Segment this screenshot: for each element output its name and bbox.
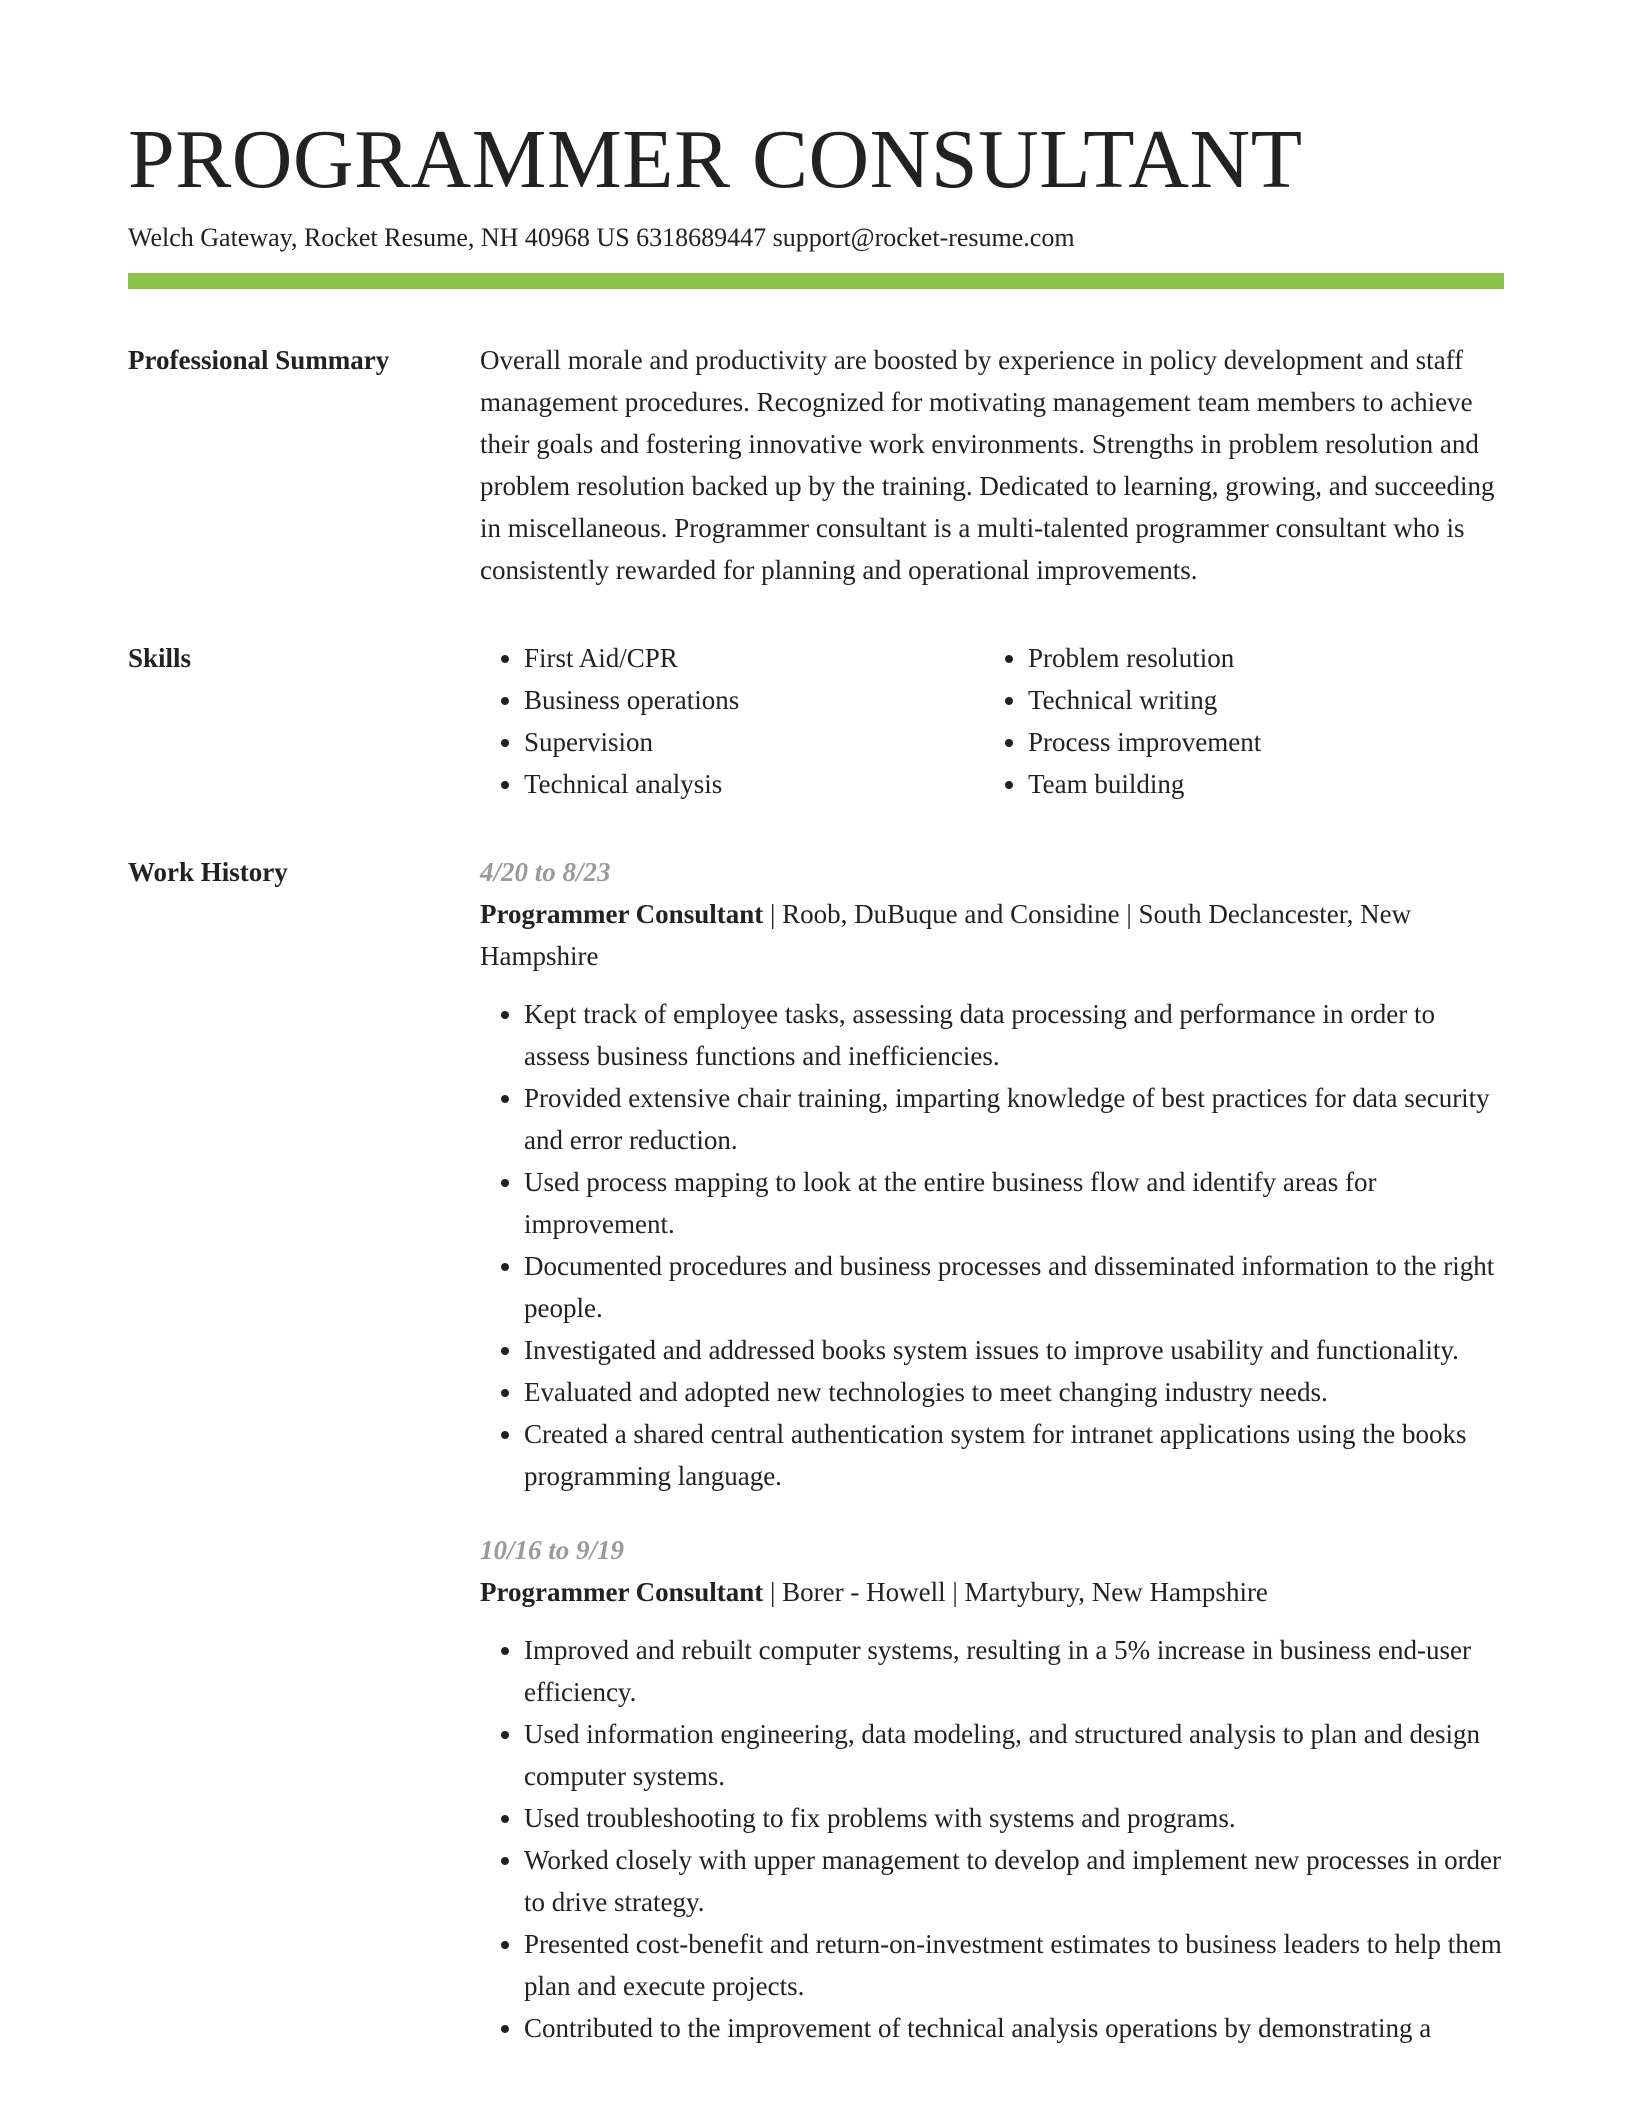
candidate-name: PROGRAMMER CONSULTANT: [128, 113, 1303, 206]
job-bullets: [480, 993, 1504, 1497]
skill-item: • Business operations: [524, 679, 984, 721]
job-bullet: • Improved and rebuilt computer systems, resulting in a 5% increase in business end-user efficiency.: [524, 1629, 1504, 1713]
skill-item: • First Aid/CPR: [524, 637, 984, 679]
job-company: Roob, DuBuque and Considine: [782, 899, 1120, 930]
contact-info: Welch Gateway, Rocket Resume, NH 40968 US 6318689447 support@rocket-resume.com: [128, 223, 1075, 252]
skill-item: • Team building: [1028, 763, 1488, 805]
skill-item: • Technical analysis: [524, 763, 984, 805]
job-heading: [480, 1571, 1504, 1613]
job-bullet: • Used troubleshooting to fix problems with systems and programs.: [524, 1797, 1504, 1839]
job-bullet: • Investigated and addressed books system issues to improve usability and functionality.: [524, 1329, 1504, 1371]
summary-section: [128, 339, 1504, 591]
skill-item: • Problem resolution: [1028, 637, 1488, 679]
job-bullet: • Used information engineering, data modeling, and structured analysis to plan and design computer systems.: [524, 1713, 1504, 1797]
job-location: Martybury, New Hampshire: [964, 1577, 1268, 1608]
job-title: Programmer Consultant: [480, 1577, 764, 1608]
job-bullet: • Presented cost-benefit and return-on-investment estimates to business leaders to help them plan and execute projects.: [524, 1923, 1504, 2007]
work-history-heading: Work History: [128, 857, 288, 888]
job-separator: |: [763, 899, 783, 930]
summary-heading: Professional Summary: [128, 345, 390, 376]
job-entry: [480, 851, 1504, 1497]
job-bullet: • Used process mapping to look at the entire business flow and identify areas for improvement.: [524, 1161, 1504, 1245]
job-bullet: • Evaluated and adopted new technologies to meet changing industry needs.: [524, 1371, 1504, 1413]
resume-page: [128, 0, 1504, 2049]
skills-list-right: [984, 637, 1488, 805]
job-heading: [480, 893, 1504, 977]
skill-item: • Process improvement: [1028, 721, 1488, 763]
job-dates: 4/20 to 8/23: [480, 857, 611, 888]
job-bullet: • Worked closely with upper management to develop and implement new processes in order to drive strategy.: [524, 1839, 1504, 1923]
job-bullet: • Created a shared central authentication system for intranet applications using the books programming language.: [524, 1413, 1504, 1497]
skills-list-left: [480, 637, 984, 805]
job-bullet: • Contributed to the improvement of technical analysis operations by demonstrating a: [524, 2007, 1504, 2049]
job-bullet: • Provided extensive chair training, imparting knowledge of best practices for data security and error reduction.: [524, 1077, 1504, 1161]
skills-section: [128, 637, 1504, 805]
summary-text: Overall morale and productivity are boosted by experience in policy development and staff management procedures. Recognized for motivating management team members to achieve their goals and fostering innovative work environments. Strengths in problem resolution and problem resolution backed up by the training. Dedicated to learning, growing, and succeeding in miscellaneous. Programmer consultant is a multi-talented programmer consultant who is consistently rewarded for planning and operational improvements.: [480, 345, 1495, 586]
job-location: South Declancester, New Hampshire: [480, 899, 1412, 972]
job-dates: 10/16 to 9/19: [480, 1535, 625, 1566]
job-bullet: • Kept track of employee tasks, assessing data processing and performance in order to assess business functions and inefficiencies.: [524, 993, 1504, 1077]
job-bullets: [480, 1629, 1504, 2049]
skills-heading: Skills: [128, 643, 192, 674]
job-bullet: • Documented procedures and business processes and disseminated information to the right people.: [524, 1245, 1504, 1329]
job-separator: |: [763, 1577, 783, 1608]
skill-item: • Technical writing: [1028, 679, 1488, 721]
work-history-section: [128, 851, 1504, 2049]
job-company: Borer - Howell: [782, 1577, 946, 1608]
job-separator: |: [945, 1577, 965, 1608]
skill-item: • Supervision: [524, 721, 984, 763]
job-entry: [480, 1529, 1504, 2049]
header-divider: [128, 273, 1504, 289]
job-separator: |: [1119, 899, 1139, 930]
job-title: Programmer Consultant: [480, 899, 764, 930]
